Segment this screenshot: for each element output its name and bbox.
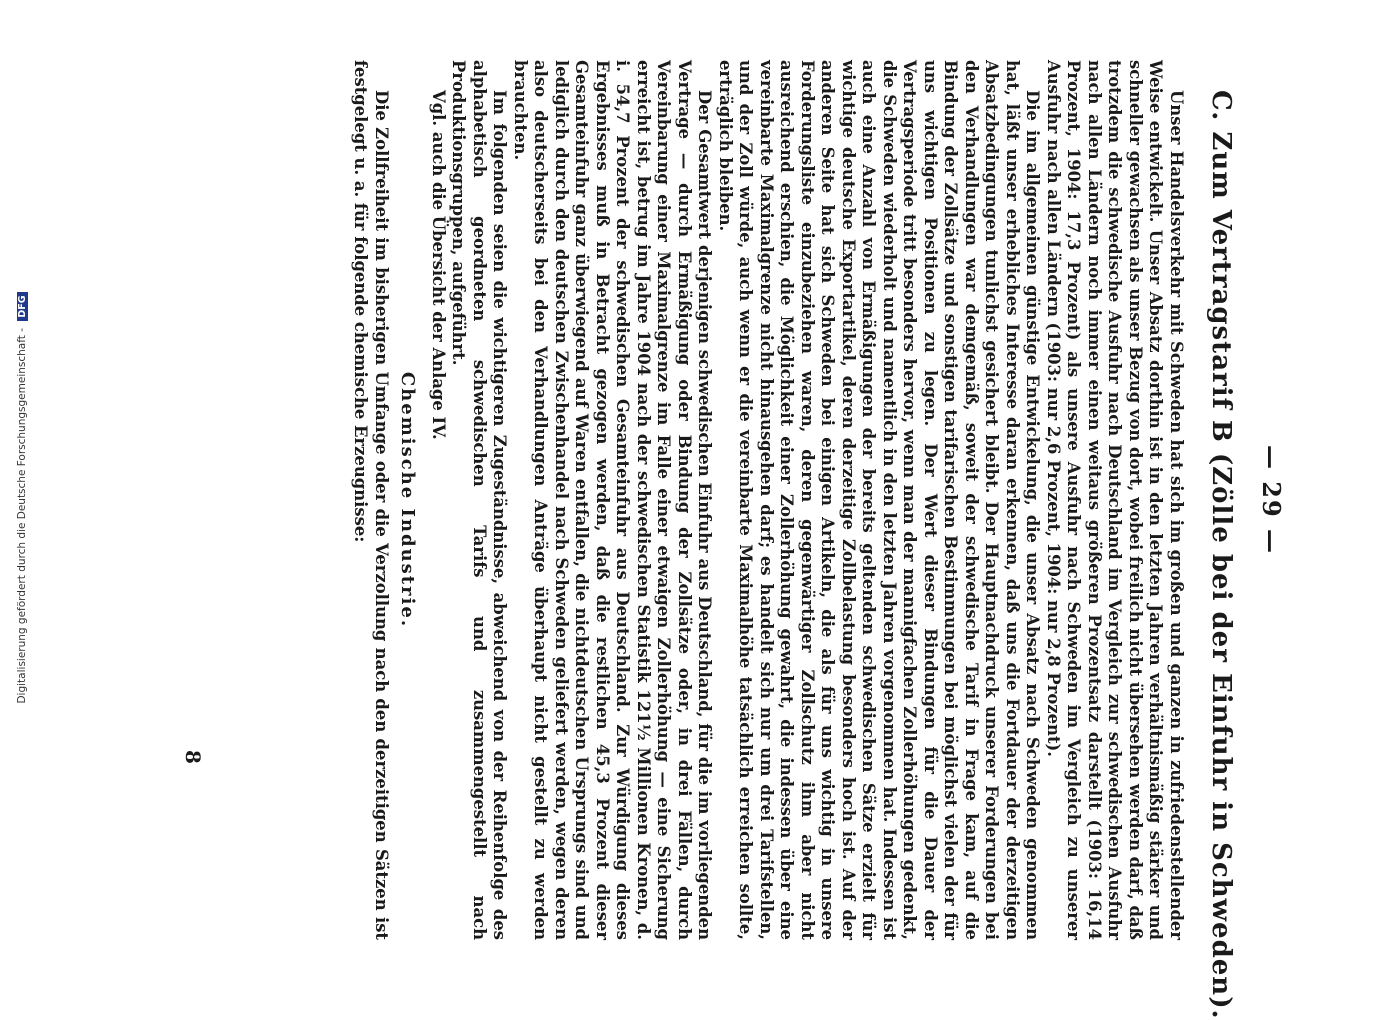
paragraph-2: Die im allgemeinen günstige Entwickelung, die unser Absatz nach Schweden genommen hat, läßt unser erhebliches Interesse daran erkennen, daß uns die Fortdauer der derzeitigen Absatzbedingungen tunlichst gesichert bleibt. Der Hauptnachdruck unserer Forderungen bei den Verhandlungen war demgemäß, soweit der schwedische Tarif in Frage kam, auf die Bindung der Zollsätze und sonstigen tarifarischen Bestimmungen bei möglichst vielen der für uns wichtigen Positionen zu legen. Der Wert dieser Bindungen für die Dauer der Vertragsperiode tritt besonders hervor, wenn man der mannigfachen Zollerhöhungen gedenkt, die Schweden wiederholt und namentlich in den letzten Jahren vorgenommen hat. Indessen ist auch eine Anzahl von Ermäßigungen der bereits geltenden schwedischen Sätze erzielt für wichtige deutsche Exportartikel, deren derzeitige Zollbelastung besonders hoch ist. Auf der anderen Seite hat sich Schweden bei einigen Artikeln, die als für uns wichtig in unsere Forderungsliste einzubeziehen waren, deren gegenwärtiger Zollschutz ihm aber nicht ausreichend erschien, die Möglichkeit einer Zollerhöhung gewahrt, die indessen über eine vereinbarte Maximalgrenze nicht hinausgehen darf; es handelt sich nur um drei Tarifstellen, und der Zoll würde, auch wenn er die vereinbarte Maximalhöhe tatsächlich erreichen sollte, erträglich bleiben. [716,60,1043,940]
digitization-footer [16,0,28,998]
section-heading: C. Zum Vertragstarif B (Zölle bei der Einfuhr in Schweden). [1206,90,1236,1020]
body-text [350,60,1186,940]
dfg-logo: DFG [17,292,28,320]
footer-text: Digitalisierung gefördert durch die Deutsche Forschungsgemeinschaft - [16,328,28,704]
reference-line: Vgl. auch die Übersicht der Anlage IV. [429,90,448,440]
page-number: — 29 — [1257,444,1286,556]
page-signature: 8 [181,750,205,764]
rotated-page [151,60,1286,1020]
final-paragraph: Die Zollfreiheit im bisherigen Umfange oder die Verzollung nach den derzeitigen Sätzen ist festgelegt u. a. für folgende chemische Erzeugnisse: [351,60,391,940]
paragraph-3: Der Gesamtwert derjenigen schwedischen Einfuhr aus Deutschland, für die im vorliegenden Vertrage — durch Ermäßigung oder Bindung der Zollsätze oder, in drei Fällen, durch Vereinbarung einer Maximalgrenze im Falle einer etwaigen Zollerhöhung — eine Sicherung erreicht ist, betrug im Jahre 1904 nach der schwedischen Statistik 121½ Millionen Kronen, d. i. 54,7 Prozent der schwedischen Gesamteinfuhr aus Deutschland. Zur Würdigung dieses Ergebnisses muß in Betracht gezogen werden, daß die restlichen 45,3 Prozent dieser Gesamteinfuhr ganz überwiegend auf Waren entfallen, die nichtdeutschen Ursprungs sind und lediglich durch den deutschen Zwischenhandel nach Schweden geliefert werden, wegen deren also deutscherseits bei den Verhandlungen Anträge überhaupt nicht gestellt zu werden brauchten. [511,60,715,940]
paragraph-1: Unser Handelsverkehr mit Schweden hat sich im großen und ganzen in zufriedenstellender Weise entwickelt. Unser Absatz dorthin ist in den letzten Jahren verhältnismäßig stärker und schneller gewachsen als unser Bezug von dort, wobei freilich nicht übersehen werden darf, daß trotzdem die schwedische Ausfuhr nach Deutschland im Vergleich zur schwedischen Ausfuhr nach allen Ländern noch immer einen weitaus größeren Prozentsatz darstellt (1903: 16,14 Prozent, 1904: 17,3 Prozent) als unsere Ausfuhr nach Schweden im Vergleich zu unserer Ausfuhr nach allen Ländern (1903: nur 2,6 Prozent, 1904: nur 2,8 Prozent). [1044,60,1186,940]
paragraph-4: Im folgenden seien die wichtigeren Zugeständnisse, abweichend von der Reihenfolge des alphabetisch geordneten schwedischen Tarifs und zusammengestellt nach Produktionsgruppen, aufgeführt. [449,60,510,940]
subheading: Chemische Industrie. [397,371,419,629]
